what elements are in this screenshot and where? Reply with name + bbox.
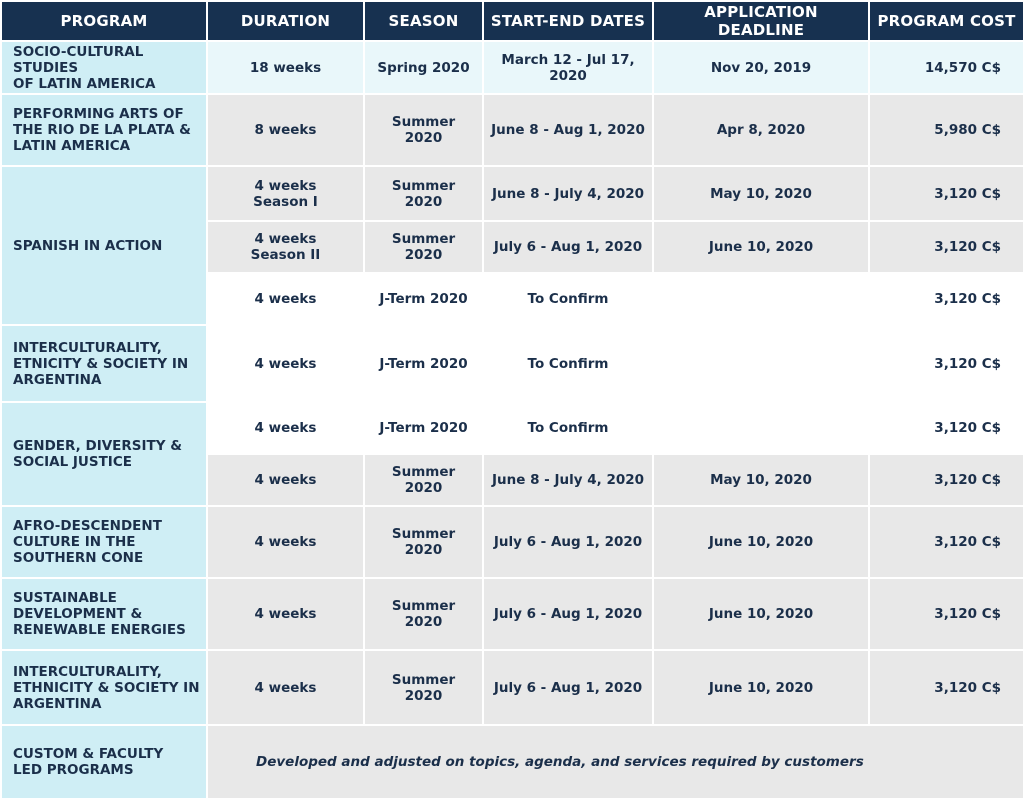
season-cell: Summer 2020: [364, 506, 483, 578]
dates-cell: July 6 - Aug 1, 2020: [483, 650, 653, 725]
header-row: [1, 1, 1023, 41]
program-name: PERFORMING ARTS OF THE RIO DE LA PLATA & LATIN AMERICA: [1, 94, 207, 166]
season-cell: Summer 2020: [364, 166, 483, 221]
season-cell: Summer 2020: [364, 650, 483, 725]
header-program: PROGRAM: [1, 1, 207, 41]
deadline-cell: June 10, 2020: [653, 578, 869, 650]
season-cell: J-Term 2020: [364, 325, 483, 402]
cost-cell: 3,120 C$: [869, 273, 1023, 325]
header-duration: DURATION: [207, 1, 364, 41]
deadline-cell: [653, 273, 869, 325]
season-cell: Spring 2020: [364, 41, 483, 94]
deadline-cell: May 10, 2020: [653, 166, 869, 221]
table-row: [1, 578, 1023, 650]
duration-cell: 4 weeks: [207, 402, 364, 454]
season-cell: Summer 2020: [364, 94, 483, 166]
table-row: [1, 166, 1023, 221]
table-row: [1, 94, 1023, 166]
duration-cell: 4 weeks: [207, 506, 364, 578]
duration-cell: 4 weeks: [207, 650, 364, 725]
dates-cell: July 6 - Aug 1, 2020: [483, 578, 653, 650]
table-row: [1, 325, 1023, 402]
dates-cell: To Confirm: [483, 402, 653, 454]
cost-cell: 3,120 C$: [869, 578, 1023, 650]
season-cell: J-Term 2020: [364, 273, 483, 325]
header-cost: PROGRAM COST: [869, 1, 1023, 41]
season-cell: J-Term 2020: [364, 402, 483, 454]
table-row: [1, 725, 1023, 799]
cost-cell: 14,570 C$: [869, 41, 1023, 94]
cost-cell: 3,120 C$: [869, 221, 1023, 273]
dates-cell: March 12 - Jul 17, 2020: [483, 41, 653, 94]
cost-cell: 3,120 C$: [869, 506, 1023, 578]
custom-programs-note: Developed and adjusted on topics, agenda, and services required by customers: [207, 725, 1023, 799]
season-cell: Summer 2020: [364, 221, 483, 273]
dates-cell: June 8 - July 4, 2020: [483, 454, 653, 506]
duration-cell: 18 weeks: [207, 41, 364, 94]
deadline-cell: June 10, 2020: [653, 506, 869, 578]
program-name: SPANISH IN ACTION: [1, 166, 207, 325]
duration-cell: 4 weeks: [207, 454, 364, 506]
table-row: [1, 41, 1023, 94]
table-row: [1, 650, 1023, 725]
table-row: [1, 402, 1023, 454]
deadline-cell: Nov 20, 2019: [653, 41, 869, 94]
program-name: AFRO-DESCENDENT CULTURE IN THE SOUTHERN CONE: [1, 506, 207, 578]
duration-cell: 8 weeks: [207, 94, 364, 166]
program-name: INTERCULTURALITY, ETNICITY & SOCIETY IN ARGENTINA: [1, 325, 207, 402]
deadline-cell: [653, 402, 869, 454]
dates-cell: To Confirm: [483, 325, 653, 402]
season-cell: Summer 2020: [364, 454, 483, 506]
table-row: [1, 506, 1023, 578]
cost-cell: 3,120 C$: [869, 325, 1023, 402]
program-name: SUSTAINABLE DEVELOPMENT & RENEWABLE ENERGIES: [1, 578, 207, 650]
deadline-cell: Apr 8, 2020: [653, 94, 869, 166]
duration-cell: 4 weeks: [207, 578, 364, 650]
deadline-cell: June 10, 2020: [653, 221, 869, 273]
duration-cell: 4 weeks Season I: [207, 166, 364, 221]
cost-cell: 3,120 C$: [869, 402, 1023, 454]
duration-cell: 4 weeks Season II: [207, 221, 364, 273]
duration-cell: 4 weeks: [207, 273, 364, 325]
program-name: INTERCULTURALITY, ETHNICITY & SOCIETY IN ARGENTINA: [1, 650, 207, 725]
dates-cell: To Confirm: [483, 273, 653, 325]
dates-cell: July 6 - Aug 1, 2020: [483, 221, 653, 273]
program-name: SOCIO-CULTURAL STUDIES OF LATIN AMERICA: [1, 41, 207, 94]
deadline-cell: [653, 325, 869, 402]
duration-cell: 4 weeks: [207, 325, 364, 402]
header-deadline: APPLICATION DEADLINE: [653, 1, 869, 41]
cost-cell: 3,120 C$: [869, 650, 1023, 725]
header-season: SEASON: [364, 1, 483, 41]
dates-cell: June 8 - July 4, 2020: [483, 166, 653, 221]
deadline-cell: June 10, 2020: [653, 650, 869, 725]
deadline-cell: May 10, 2020: [653, 454, 869, 506]
program-name: GENDER, DIVERSITY & SOCIAL JUSTICE: [1, 402, 207, 506]
dates-cell: July 6 - Aug 1, 2020: [483, 506, 653, 578]
cost-cell: 3,120 C$: [869, 454, 1023, 506]
dates-cell: June 8 - Aug 1, 2020: [483, 94, 653, 166]
header-dates: START-END DATES: [483, 1, 653, 41]
cost-cell: 5,980 C$: [869, 94, 1023, 166]
program-name: CUSTOM & FACULTY LED PROGRAMS: [1, 725, 207, 799]
season-cell: Summer 2020: [364, 578, 483, 650]
cost-cell: 3,120 C$: [869, 166, 1023, 221]
